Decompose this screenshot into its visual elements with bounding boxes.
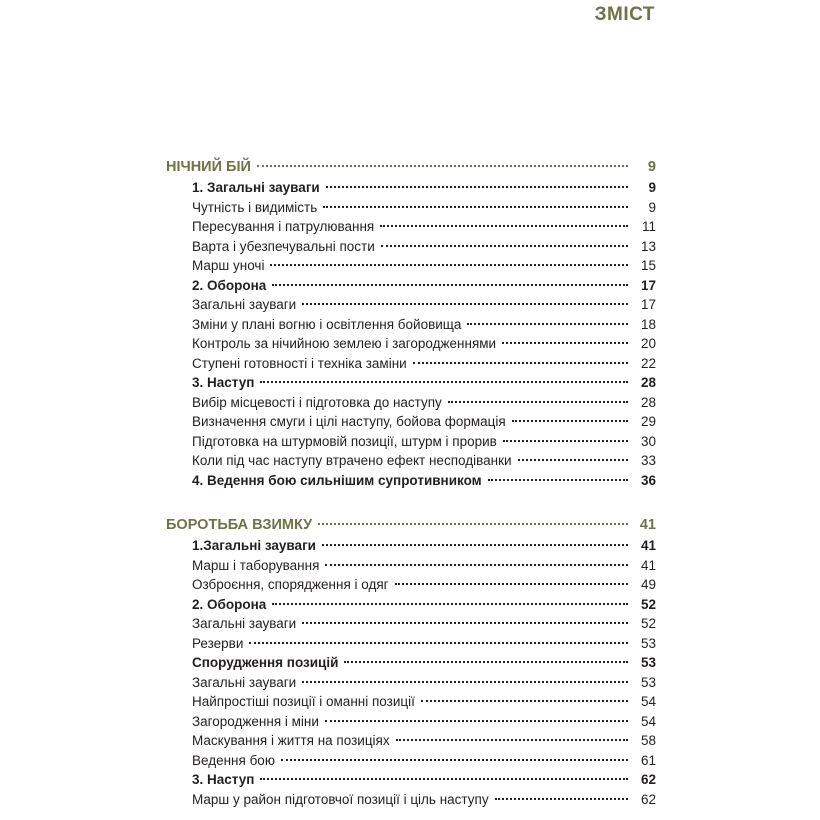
entry-page-number: 17 [640,297,656,312]
dot-leader [488,479,628,481]
entry-title: 4. Ведення бою сильнішим супротивником [192,472,482,488]
toc-entry[interactable] [166,317,656,337]
dot-leader [322,544,628,546]
toc-entry[interactable] [166,434,656,454]
section-title: НІЧНИЙ БІЙ [166,159,251,175]
entry-title: Озброєння, спорядження і одяг [192,577,389,592]
section-page-number: 41 [639,517,656,533]
page-title: ЗМІСТ [594,4,655,25]
toc-entry[interactable] [166,577,656,597]
toc-entry[interactable] [166,792,656,812]
entry-page-number: 52 [640,616,656,631]
entry-page-number: 41 [640,538,656,553]
dot-leader [448,401,628,403]
toc-entry[interactable] [166,558,656,578]
entry-title: 2. Оборона [192,277,267,293]
toc-entry[interactable] [166,200,656,220]
entry-title: Загальні зауваги [192,674,297,690]
entry-page-number: 28 [640,394,656,410]
entry-page-number: 9 [648,199,656,215]
toc-entry[interactable] [166,694,656,714]
toc-entry[interactable] [166,655,656,675]
entry-page-number: 9 [648,180,656,195]
entry-page-number: 53 [640,635,656,651]
toc-entry[interactable] [166,278,656,298]
toc-entry[interactable] [166,219,656,239]
entry-title: Спорудження позицій [192,655,339,670]
toc-entry[interactable] [166,772,656,792]
entry-page-number: 52 [640,596,656,612]
entry-title: 3. Наступ [192,772,255,787]
entry-page-number: 58 [640,733,656,748]
toc-section-night-combat [166,159,656,492]
dot-leader [249,642,628,644]
entry-page-number: 22 [640,355,656,371]
dot-leader [518,459,628,461]
toc-entry[interactable] [166,616,656,636]
dot-leader [396,739,628,741]
entry-list [166,180,656,492]
dot-leader [302,303,628,305]
entry-title: Варта і убезпечувальні пости [192,238,375,254]
dot-leader [272,603,628,605]
entry-page-number: 11 [641,219,656,234]
toc-entry[interactable] [166,297,656,317]
dot-leader [302,622,628,624]
entry-page-number: 61 [640,752,656,768]
entry-page-number: 33 [640,453,656,468]
toc-entry[interactable] [166,239,656,259]
entry-page-number: 36 [640,472,656,488]
dot-leader [413,362,628,364]
entry-page-number: 54 [640,713,656,729]
entry-title: Загородження і міни [192,713,319,729]
entry-title: Загальні зауваги [192,616,297,631]
dot-leader [503,440,628,442]
dot-leader [272,284,628,286]
entry-title: 3. Наступ [192,375,255,390]
toc-entry[interactable] [166,714,656,734]
entry-title: 1.Загальні зауваги [192,538,316,553]
dot-leader [421,700,628,702]
dot-leader [260,381,628,383]
dot-leader [380,225,628,227]
entry-title: Марш уночі [192,258,265,273]
dot-leader [325,564,628,566]
entry-title: Ступені готовності і техніка заміни [192,355,407,371]
entry-page-number: 29 [640,414,656,429]
entry-title: Пересування і патрулювання [192,219,375,234]
entry-page-number: 28 [640,375,656,390]
entry-page-number: 13 [640,238,656,254]
entry-page-number: 53 [640,674,656,690]
entry-page-number: 18 [640,316,656,332]
toc-entry[interactable] [166,473,656,493]
toc-section-winter-combat [166,517,656,811]
toc-entry[interactable] [166,180,656,200]
entry-title: Визначення смуги і цілі наступу, бойова формація [192,414,506,429]
entry-page-number: 53 [640,655,656,670]
entry-page-number: 30 [640,433,656,449]
dot-leader [495,798,628,800]
entry-page-number: 41 [640,557,656,573]
dot-leader [302,681,628,683]
dot-leader [344,661,628,663]
entry-page-number: 54 [640,694,656,709]
entry-title: Марш у район підготовчої позиції і ціль наступу [192,791,489,807]
dot-leader [467,323,628,325]
toc-entry[interactable] [166,336,656,356]
entry-title: Резерви [192,635,244,651]
entry-title: Підготовка на штурмовій позиції, штурм і прорив [192,433,497,449]
dot-leader [257,165,628,167]
dot-leader [318,523,628,525]
dot-leader [260,778,628,780]
entry-title: Марш і таборування [192,557,320,573]
entry-page-number: 15 [640,258,656,273]
section-title: БОРОТЬБА ВЗИМКУ [166,517,313,533]
entry-title: Загальні зауваги [192,297,297,312]
toc-entry[interactable] [166,597,656,617]
toc-entry[interactable] [166,733,656,753]
toc-entry[interactable] [166,675,656,695]
dot-leader [381,245,628,247]
entry-title: 1. Загальні зауваги [192,180,320,195]
entry-title: 2. Оборона [192,596,267,612]
section-heading[interactable] [166,517,656,538]
toc-entry[interactable] [166,636,656,656]
dot-leader [281,759,628,761]
entry-title: Зміни у плані вогню і освітлення бойовища [192,316,462,332]
entry-title: Вибір місцевості і підготовка до наступу [192,394,442,410]
entry-list [166,538,656,811]
entry-title: Коли під час наступу втрачено ефект несподіванки [192,453,512,468]
dot-leader [326,186,628,188]
entry-title: Маскування і життя на позиціях [192,733,390,748]
entry-page-number: 62 [640,772,656,787]
dot-leader [512,420,628,422]
entry-title: Найпростіші позиції і оманні позиції [192,694,415,709]
dot-leader [395,583,628,585]
entry-page-number: 49 [640,577,656,592]
dot-leader [502,342,628,344]
toc-entry[interactable] [166,258,656,278]
toc-entry[interactable] [166,414,656,434]
toc-entry[interactable] [166,453,656,473]
toc-entry[interactable] [166,375,656,395]
dot-leader [270,264,628,266]
entry-title: Ведення бою [192,752,275,768]
section-page-number: 9 [647,159,656,175]
toc-entry[interactable] [166,753,656,773]
entry-title: Контроль за нічийною землею і загородженнями [192,336,497,351]
toc-entry[interactable] [166,538,656,558]
entry-title: Чутність і видимість [192,199,318,215]
section-heading[interactable] [166,159,656,180]
dot-leader [325,720,628,722]
toc-entry[interactable] [166,395,656,415]
entry-page-number: 17 [640,277,656,293]
dot-leader [323,206,628,208]
entry-page-number: 20 [640,336,656,351]
toc-entry[interactable] [166,356,656,376]
entry-page-number: 62 [640,791,656,807]
